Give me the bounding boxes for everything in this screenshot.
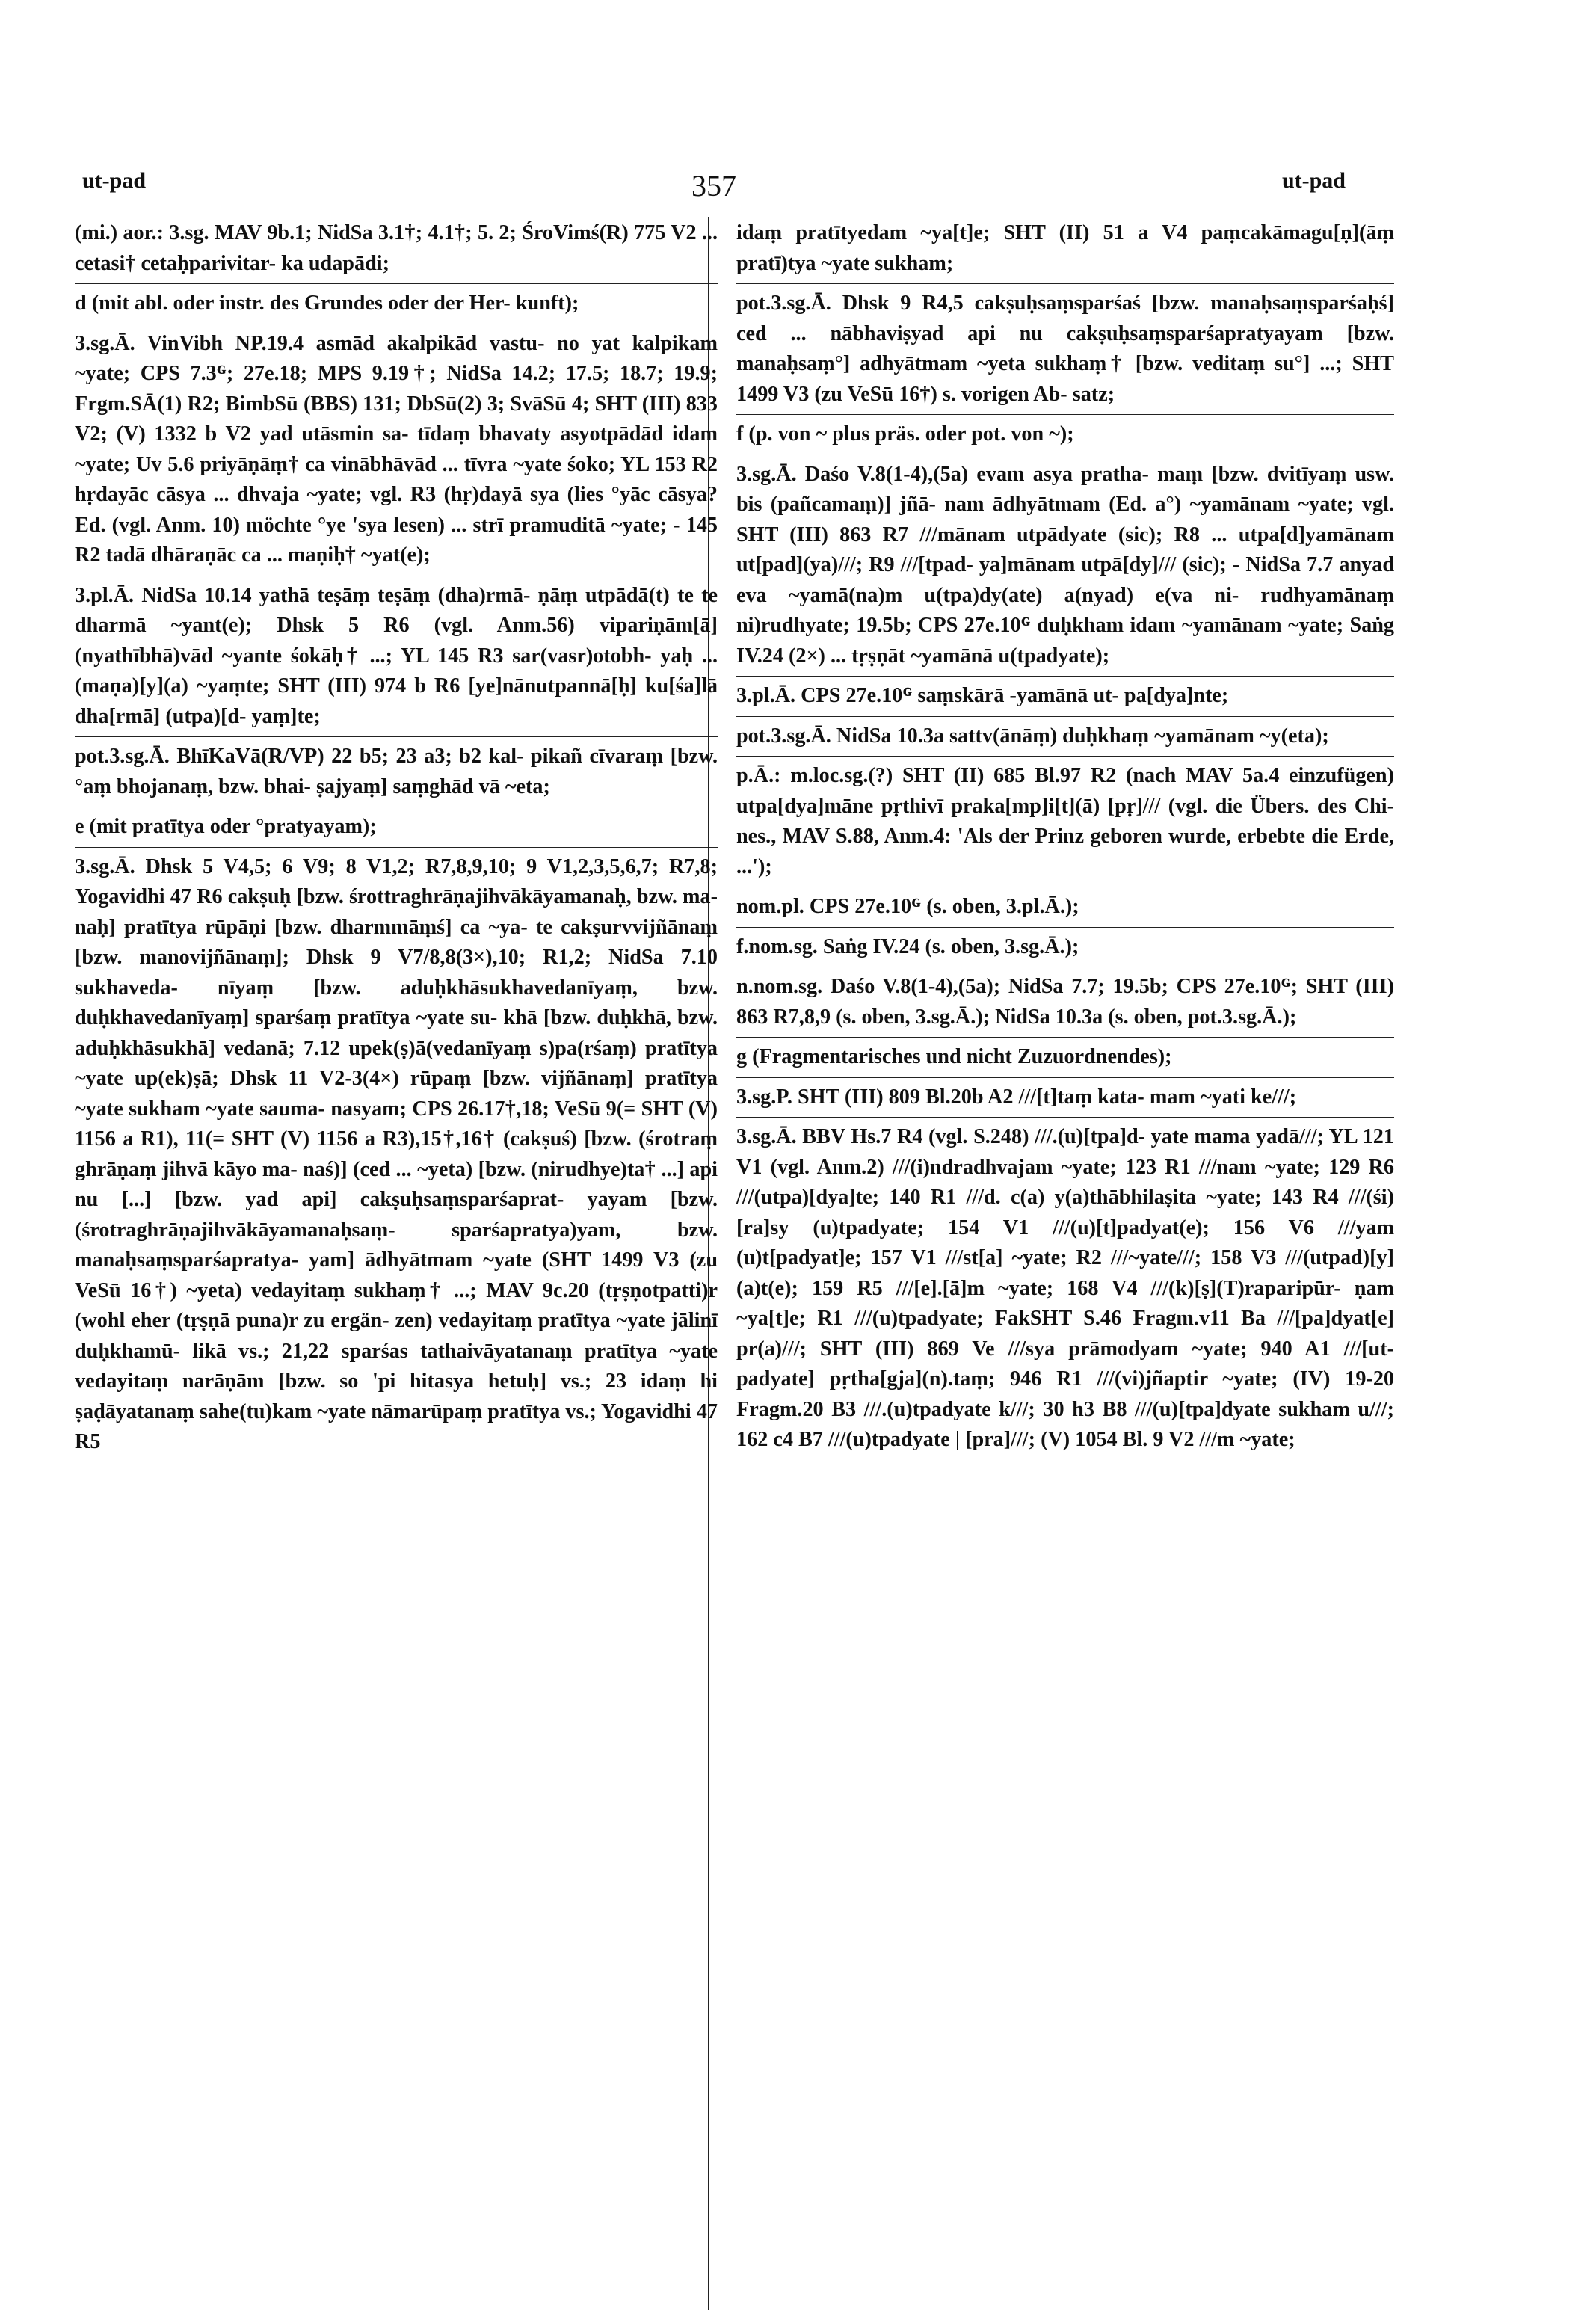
dictionary-entry: 3.sg.Ā. VinVibh NP.19.4 asmād akalpikād vastu- no yat kalpikam ~yate; CPS 7.3ᴳ; 27e.18; MPS 9.19†; NidSa 14.2; 17.5; 18.7; 19.9; Frgm.SĀ(1) R2; BimbSū (BBS) 131; DbSū(2) 3; SvāSū 4; SHT (III) 833 V2; (V) 1332 b V2 yad utāsmin sa- tīdaṃ bhavaty asyotpādād idam ~yate; Uv 5.6 priyāṇāṃ† ca vinābhāvād ... tīvra ~yate śoko; YL 153 R2 hṛdayāc cāsya ... dhvaja ~yate; vgl. R3 (hṛ)dayā sya (lies °yāc cāsya? Ed. (vgl. Anm. 10) möchte °ye 'sya lesen) ... strī pramuditā ~yate; - 145 R2 tadā dhāraṇāc ca ... maṇiḥ† ~yat(e); <box>75 331 718 567</box>
entry-separator <box>736 1077 1394 1078</box>
dictionary-entry: e (mit pratītya oder °pratyayam); <box>75 815 377 838</box>
entry-separator <box>736 283 1394 284</box>
page-number: 357 <box>691 169 736 203</box>
right-column <box>736 218 1394 2267</box>
dictionary-entry: f.nom.sg. Saṅg IV.24 (s. oben, 3.sg.Ā.); <box>736 934 1079 958</box>
dictionary-entry: idaṃ pratītyedam ~ya[t]e; SHT (II) 51 a V4 paṃcakāmagu[ṇ](āṃ pratī)tya ~yate sukham; <box>736 221 1394 275</box>
dictionary-entry: 3.sg.Ā. Daśo V.8(1-4),(5a) evam asya pratha- maṃ [bzw. dvitīyaṃ usw. bis (pañcamaṃ)] jñā- nam ādhyātmam (Ed. a°) ~yamānam ~yate; vgl. SHT (III) 863 R7 ///mānam utpādyate (sic); R8 ... utpa[d]yamānam ut[pad](ya)///; R9 ///[tpad- ya]mānam utpā[dy]/// (sic); - NidSa 7.7 anyad eva ~yamā(na)m u(tpa)dy(ate) a(nyad) e(va ni- rudhyamānaṃ ni)rudhyate; 19.5b; CPS 27e.10ᴳ duḥkham idam ~yamānam ~yate; Saṅg IV.24 (2×) ... tṛṣṇāt ~yamānā u(tpadyate); <box>736 462 1394 668</box>
entry-separator <box>736 756 1394 757</box>
entry-separator <box>75 283 718 284</box>
dictionary-entry: p.Ā.: m.loc.sg.(?) SHT (II) 685 Bl.97 R2 (nach MAV 5a.4 einzufügen) utpa[dya]māne pṛthivī praka[mp]i[t](ā) [pṛ]/// (vgl. die Übers. des Chi- nes., MAV S.88, Anm.4: 'Als der Prinz geboren wurde, erbebte die Erde, ...'); <box>736 764 1394 878</box>
entry-separator <box>75 736 718 737</box>
dictionary-entry: nom.pl. CPS 27e.10ᴳ (s. oben, 3.pl.Ā.); <box>736 895 1079 918</box>
entry-separator <box>736 716 1394 717</box>
entry-separator <box>736 676 1394 677</box>
dictionary-entry: 3.sg.Ā. Dhsk 5 V4,5; 6 V9; 8 V1,2; R7,8,9,10; 9 V1,2,3,5,6,7; R7,8; Yogavidhi 47 R6 cakṣuḥ [bzw. śrottraghrāṇajihvākāyamanaḥ, bzw. ma- naḥ] pratītya rūpāṇi [bzw. dharmmāṃś] ca ~ya- te cakṣurvvijñānaṃ [bzw. manovijñānaṃ]; Dhsk 9 V7/8,8(3×),10; R1,2; NidSa 7.10 sukhaveda- nīyaṃ [bzw. aduḥkhāsukhavedanīyaṃ, bzw. duḥkhavedanīyaṃ] sparśaṃ pratītya ~yate su- khā [bzw. duḥkhā, bzw. aduḥkhāsukhā] vedanā; 7.12 upek(ṣ)ā(vedanīyaṃ s)pa(rśaṃ) pratītya ~yate up(ek)ṣā; Dhsk 11 V2-3(4×) rūpaṃ [bzw. vijñānaṃ] pratītya ~yate sukham ~yate sauma- nasyam; CPS 26.17†,18; VeSū 9(= SHT (V) 1156 a R1), 11(= SHT (V) 1156 a R3),15†,16† (cakṣuś) [bzw. (śrotraṃ ghrāṇaṃ jihvā kāyo ma- naś)] (ced ... ~yeta) [bzw. (nirudhye)ta† ...] api nu [...] [bzw. yad api] cakṣuḥsaṃsparśaprat- yayam [bzw. (śrotraghrāṇajihvākāyamanaḥsaṃ- sparśapratya)yam, bzw. manaḥsaṃsparśapratya- yam] ādhyātmam ~yate (SHT 1499 V3 (zu VeSū 16†) ~yeta) vedayitaṃ sukhaṃ† ...; MAV 9c.20 (tṛṣṇotpatti)r (wohl eher (tṛṣṇā puna)r zu ergän- zen) vedayitaṃ pratītya ~yate jālinī duḥkhamū- likā vs.; 21,22 sparśas tathaivāyatanaṃ pratītya ~yate vedayitaṃ narāṇām [bzw. so 'pi hitasya hetuḥ] vs.; 23 idaṃ hi ṣaḍāyatanaṃ sahe(tu)kam ~yate nāmarūpaṃ pratītya vs.; Yogavidhi 47 R5 <box>75 854 718 1453</box>
dictionary-entry: pot.3.sg.Ā. Dhsk 9 R4,5 cakṣuḥsaṃsparśaś [bzw. manaḥsaṃsparśaḥś] ced ... nābhaviṣyad api nu cakṣuḥsaṃsparśapratyayam [bzw. manaḥsaṃ°] adhyātmam ~yeta sukhaṃ† [bzw. veditaṃ su°] ...; SHT 1499 V3 (zu VeSū 16†) s. vorigen Ab- satz; <box>736 292 1394 406</box>
dictionary-entry: pot.3.sg.Ā. NidSa 10.3a sattv(ānāṃ) duḥkhaṃ ~yamānam ~y(eta); <box>736 724 1329 748</box>
entry-separator <box>736 1037 1394 1038</box>
entry-separator <box>736 414 1394 415</box>
dictionary-entry: 3.pl.Ā. NidSa 10.14 yathā teṣāṃ teṣāṃ (dha)rmā- ṇāṃ utpādā(t) te te dharmā ~yant(e); Dhsk 5 R6 (vgl. Anm.56) vipariṇām[ā](nyathībhā)vād ~yante śokāḥ† ...; YL 145 R3 sar(vasr)otobh- yaḥ ... (maṇa)[y](a) ~yaṃte; SHT (III) 974 b R6 [ye]nānutpannā[ḥ] ku[śa]lā dha[rmā] (utpa)[d- yaṃ]te; <box>75 583 718 728</box>
dictionary-entry: 3.sg.P. SHT (III) 809 Bl.20b A2 ///[t]taṃ kata- mam ~yati ke///; <box>736 1085 1297 1109</box>
dictionary-entry: (mi.) aor.: 3.sg. MAV 9b.1; NidSa 3.1†; 4.1†; 5. 2; ŚroVimś(R) 775 V2 ... cetasi† cetaḥparivitar- ka udapādi; <box>75 221 718 275</box>
dictionary-entry: n.nom.sg. Daśo V.8(1-4),(5a); NidSa 7.7; 19.5b; CPS 27e.10ᴳ; SHT (III) 863 R7,8,9 (s. oben, 3.sg.Ā.); NidSa 10.3a (s. oben, pot.3.sg.Ā.); <box>736 975 1394 1029</box>
left-column <box>75 218 718 2267</box>
entry-separator <box>75 847 718 848</box>
dictionary-entry: 3.pl.Ā. CPS 27e.10ᴳ saṃskārā -yamānā ut- pa[dya]nte; <box>736 684 1229 707</box>
dictionary-entry: g (Fragmentarisches und nicht Zuzuordnendes); <box>736 1045 1172 1068</box>
dictionary-entry: f (p. von ~ plus präs. oder pot. von ~); <box>736 422 1074 446</box>
header-left-keyword: ut-pad <box>82 168 147 193</box>
header-right-keyword: ut-pad <box>1281 168 1346 193</box>
entry-separator <box>736 1117 1394 1118</box>
dictionary-entry: pot.3.sg.Ā. BhīKaVā(R/VP) 22 b5; 23 a3; b2 kal- pikañ cīvaraṃ [bzw. °aṃ bhojanaṃ, bzw. bhai- ṣajyaṃ] saṃghād vā ~eta; <box>75 745 718 798</box>
dictionary-entry: d (mit abl. oder instr. des Grundes oder der Her- kunft); <box>75 292 579 315</box>
running-header <box>82 168 1346 213</box>
entry-separator <box>736 927 1394 928</box>
dictionary-entry: 3.sg.Ā. BBV Hs.7 R4 (vgl. S.248) ///.(u)[tpa]d- yate mama yadā///; YL 121 V1 (vgl. Anm.2) ///(i)ndradhvajam ~yate; 123 R1 ///nam ~yate; 129 R6 ///(utpa)[dya]te; 140 R1 ///d. c(a) y(a)thābhilaṣita ~yate; 143 R4 ///(śi)[ra]sy (u)tpadyate; 154 V1 ///(u)[t]padyat(e); 156 V6 ///yam (u)t[padyat]e; 157 V1 ///st[a] ~yate; R2 ///~yate///; 158 V3 ///(utpad)[y](a)t(e); 159 R5 ///[e].[ā]m ~yate; 168 V4 ///(k)[ṣ](T)raparipūr- ṇam ~ya[t]e; R1 ///(u)tpadyate; FakSHT S.46 Fragm.v11 Ba ///[pa]dyat[e] pr(a)///; SHT (III) 869 Ve ///sya prāmodyam ~yate; 940 A1 ///[ut- padyate] pṛtha[gja](n).taṃ; 946 R1 ///(vi)jñaptir ~yate; (IV) 19-20 Fragm.20 B3 ///.(u)tpadyate k///; 30 h3 B8 ///(u)[tpa]dyate sukham u///; 162 c4 B7 ///(u)tpadyate | [pra]///; (V) 1054 Bl. 9 V2 ///m ~yate; <box>736 1125 1394 1451</box>
